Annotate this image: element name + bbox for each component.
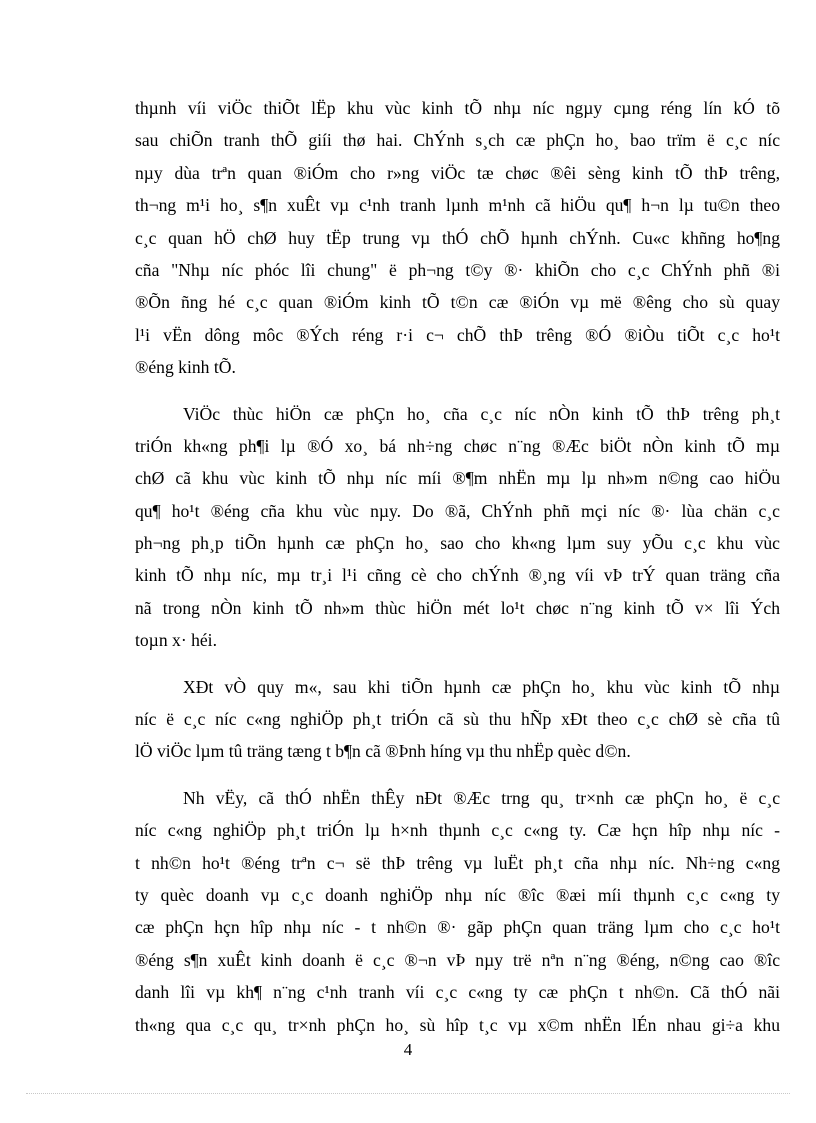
text-line: ®éng kinh tÕ. (135, 357, 236, 378)
text-line: lÖ viÖc lµm tû träng tæng t b¶n cã ®Þnh híng vµ thu nhËp quèc d©n. (135, 741, 631, 762)
text-line: cæ phÇn hçn hîp nhµ níc - t nh©n ®· gãp phÇn quan träng lµm cho c¸c ho¹t (135, 917, 780, 938)
text-line: l¹i vËn dông môc ®Ých réng r·i c¬ chÕ thÞ trêng ®Ó ®iÒu tiÕt c¸c ho¹t (135, 324, 780, 345)
text-line: ph¬ng ph¸p tiÕn hµnh cæ phÇn ho¸ sao cho kh«ng lµm suy yÕu c¸c khu vùc (135, 533, 780, 554)
text-line: ®éng s¶n xuÊt kinh doanh ë c¸c ®¬n vÞ nµy trë nªn n¨ng ®éng, n©ng cao ®îc (135, 949, 780, 970)
text-line: c¸c quan hÖ chØ huy tËp trung vµ thÓ chÕ hµnh chÝnh. Cu«c khñng ho¶ng (135, 227, 780, 248)
text-line: níc c«ng nghiÖp ph¸t triÓn lµ h×nh thµnh c¸c c«ng ty. Cæ hçn hîp nhµ níc - (135, 820, 780, 841)
paragraph-1 (135, 92, 780, 384)
text-line: th«ng qua c¸c qu¸ tr×nh phÇn ho¸ sù hîp t¸c vµ x©m nhËn lÉn nhau gi÷a khu (135, 1014, 780, 1035)
body-text (135, 92, 780, 1041)
text-line: t nh©n ho¹t ®éng trªn c¬ së thÞ trêng vµ luËt ph¸t cña nhµ níc. Nh÷ng c«ng (135, 852, 780, 873)
text-line: Nh vËy, cã thÓ nhËn thÊy nÐt ®Æc trng qu¸ tr×nh cæ phÇn ho¸ ë c¸c (183, 787, 780, 808)
text-line: ty quèc doanh vµ c¸c doanh nghiÖp nhµ níc ®îc ®æi míi thµnh c¸c c«ng ty (135, 884, 780, 905)
paragraph-2 (135, 398, 780, 657)
paragraph-3 (135, 671, 780, 768)
text-line: chØ cã khu vùc kinh tÕ nhµ níc míi ®¶m nhËn mµ lµ nh»m n©ng cao hiÖu (135, 468, 780, 489)
text-line: nã trong nÒn kinh tÕ nh»m thùc hiÖn mét lo¹t chøc n¨ng kinh tÕ v× lîi Ých (135, 597, 780, 618)
text-line: kinh tÕ nhµ níc, mµ tr¸i l¹i cñng cè cho chÝnh ®¸ng víi vÞ trÝ quan träng cña (135, 565, 780, 586)
text-line: níc ë c¸c níc c«ng nghiÖp ph¸t triÓn cã sù thu hÑp xÐt theo c¸c chØ sè cña tû (135, 709, 780, 730)
text-line: ViÖc thùc hiÖn cæ phÇn ho¸ cña c¸c níc nÒn kinh tÕ thÞ trêng ph¸t (183, 403, 780, 424)
text-line: ®Õn ñng hé c¸c quan ®iÓm kinh tÕ t©n cæ ®iÓn vµ më ®êng cho sù quay (135, 292, 780, 313)
page-number: 4 (403, 1040, 413, 1059)
text-line: nµy dùa trªn quan ®iÓm cho r»ng viÖc tæ chøc ®êi sèng kinh tÕ thÞ trêng, (135, 162, 780, 183)
paragraph-4 (135, 782, 780, 1041)
text-line: thµnh víi viÖc thiÕt lËp khu vùc kinh tÕ nhµ níc ngµy cµng réng lín kÓ tõ (135, 98, 780, 118)
text-line: toµn x· héi. (135, 630, 217, 651)
page-divider (26, 1093, 790, 1094)
text-line: sau chiÕn tranh thÕ giíi thø hai. ChÝnh s¸ch cæ phÇn ho¸ bao trïm ë c¸c níc (135, 130, 780, 151)
text-line: th¬ng m¹i ho¸ s¶n xuÊt vµ c¹nh tranh lµnh m¹nh cã hiÖu qu¶ h¬n lµ tu©n theo (135, 195, 780, 216)
text-line: XÐt vÒ quy m«, sau khi tiÕn hµnh cæ phÇn ho¸ khu vùc kinh tÕ nhµ (183, 676, 780, 697)
text-line: triÓn kh«ng ph¶i lµ ®Ó xo¸ bá nh÷ng chøc n¨ng ®Æc biÖt nÒn kinh tÕ mµ (135, 435, 780, 456)
text-line: danh lîi vµ kh¶ n¨ng c¹nh tranh víi c¸c c«ng ty cæ phÇn t nh©n. Cã thÓ nãi (135, 982, 780, 1003)
text-line: cña "Nhµ níc phóc lîi chung" ë ph¬ng t©y ®· khiÕn cho c¸c ChÝnh phñ ®i (135, 259, 780, 280)
text-line: qu¶ ho¹t ®éng cña khu vùc nµy. Do ®ã, ChÝnh phñ mçi níc ®· lùa chän c¸c (135, 500, 780, 521)
